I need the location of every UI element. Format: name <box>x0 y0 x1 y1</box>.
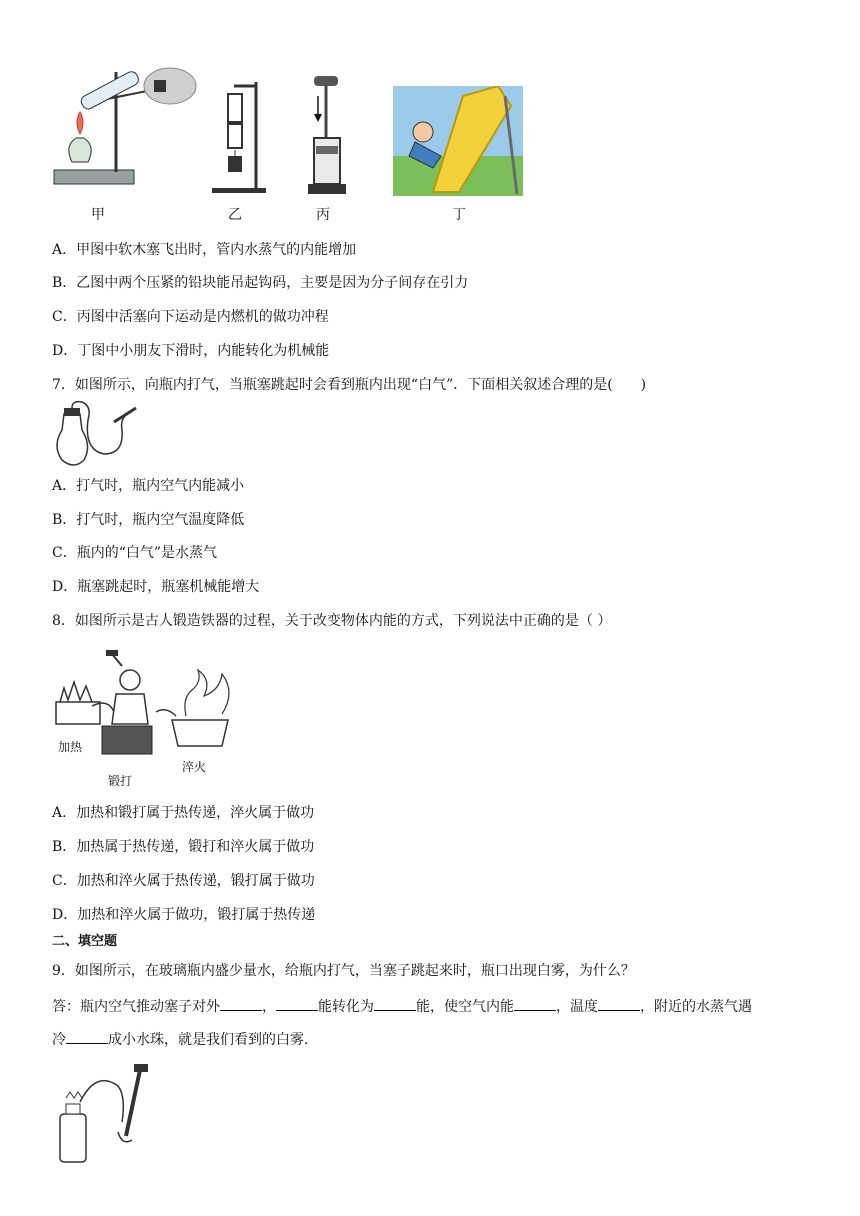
q8-label-forging: 锻打 <box>108 774 133 788</box>
q9-answer-line-1 <box>52 996 752 1017</box>
q9-answer-text-1: 答：瓶内空气推动塞子对外 <box>52 999 220 1015</box>
q9-blank-1[interactable] <box>220 996 262 1011</box>
q7-stem: 7．如图所示，向瓶内打气，当瓶塞跳起时会看到瓶内出现“白气”．下面相关叙述合理的是( ) <box>52 377 647 393</box>
q9-stem: 9．如图所示，在玻璃瓶内盛少量水，给瓶内打气，当塞子跳起来时，瓶口出现白雾，为什么？ <box>52 963 635 979</box>
q8-stem: 8．如图所示是古人锻造铁器的过程，关于改变物体内能的方式，下列说法中正确的是（ ） <box>52 613 612 629</box>
q9-blank-6[interactable] <box>66 1029 108 1044</box>
q9-answer-text-2: ， <box>262 999 276 1015</box>
q8-label-quenching: 淬火 <box>182 760 207 774</box>
q9-answer-line-2 <box>52 1029 318 1050</box>
q6-option-a: A．甲图中软木塞飞出时，管内水蒸气的内能增加 <box>52 242 357 258</box>
q6-option-c: C．丙图中活塞向下运动是内燃机的做功冲程 <box>52 309 329 325</box>
q8-option-b: B．加热属于热传递，锻打和淬火属于做功 <box>52 839 315 855</box>
q9-blank-2[interactable] <box>276 996 318 1011</box>
q7-option-c: C．瓶内的“白气”是水蒸气 <box>52 545 218 561</box>
q8-option-c: C．加热和淬火属于热传递，锻打属于做功 <box>52 873 315 889</box>
q8-option-a: A．加热和锻打属于热传递，淬火属于做功 <box>52 805 315 821</box>
caption-jia: 甲 <box>91 207 105 223</box>
figure-q9-bottle-pump <box>56 1062 160 1166</box>
q9-answer-text-6: ，附近的水蒸气遇 <box>640 999 752 1015</box>
caption-bing: 丙 <box>316 207 330 223</box>
q9-answer-text-4: 能，使空气内能 <box>416 999 514 1015</box>
q9-answer-text-7: 冷 <box>52 1032 66 1048</box>
q6-option-b: B．乙图中两个压紧的铅块能吊起钩码，主要是因为分子间存在引力 <box>52 275 469 291</box>
caption-yi: 乙 <box>228 207 242 223</box>
figure-yi-lead-blocks <box>210 76 270 196</box>
q9-blank-4[interactable] <box>514 996 556 1011</box>
q7-option-d: D．瓶塞跳起时，瓶塞机械能增大 <box>52 579 260 595</box>
figure-bing-piston <box>300 74 360 198</box>
q9-blank-5[interactable] <box>598 996 640 1011</box>
q6-option-d: D．丁图中小朋友下滑时，内能转化为机械能 <box>52 343 330 359</box>
figure-ding-slide <box>393 86 523 196</box>
q9-answer-text-3: 能转化为 <box>318 999 374 1015</box>
caption-ding: 丁 <box>452 207 466 223</box>
figure-jia-test-tube-heating <box>52 64 202 194</box>
q8-label-heating: 加热 <box>58 740 83 754</box>
q8-option-d: D．加热和淬火属于做功，锻打属于热传递 <box>52 907 316 923</box>
figure-q7-flask-pump <box>52 400 138 470</box>
q7-option-a: A．打气时，瓶内空气内能减小 <box>52 478 245 494</box>
q7-option-b: B．打气时，瓶内空气温度降低 <box>52 512 245 528</box>
q9-answer-text-8: 成小水珠，就是我们看到的白雾． <box>108 1032 318 1048</box>
q9-answer-text-5: ，温度 <box>556 999 598 1015</box>
section-title-fill-blank: 二、填空题 <box>52 934 118 949</box>
q9-blank-3[interactable] <box>374 996 416 1011</box>
